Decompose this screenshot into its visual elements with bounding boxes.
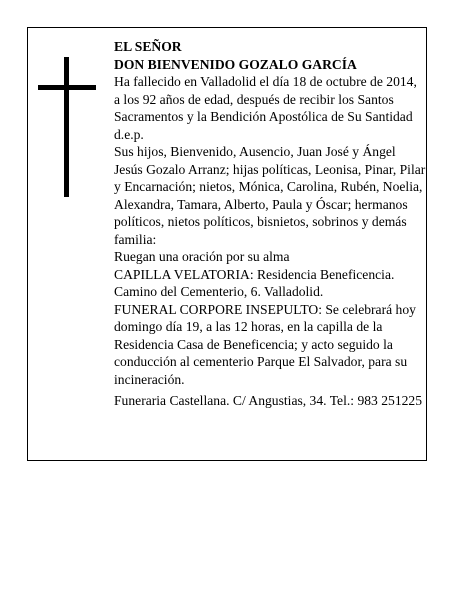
chapel-info: CAPILLA VELATORIA: Residencia Beneficencia. Camino del Cementerio, 6. Valladolid. [114,266,395,299]
prayer-request: Ruegan una oración por su alma [114,249,290,264]
funeral-home-info: Funeraria Castellana. C/ Angustias, 34. Tel.: 983 251225 [114,393,423,408]
title-line-1: EL SEÑOR [114,39,182,54]
funeral-info: FUNERAL CORPORE INSEPULTO: Se celebrará hoy domingo día 19, a las 12 horas, en la capilla de la Residencia Casa de Beneficencia; y acto seguido la conducción al cementerio Parque El Salvador, para su incineración. [114,301,416,387]
death-info: Ha fallecido en Valladolid el día 18 de octubre de 2014, a los 92 años de edad, después de recibir los Santos Sacramentos y la Bendición Apostólica de Su Santidad d.e.p. [114,74,417,142]
obituary-text [114,38,426,410]
cross-vertical-bar [64,57,69,197]
deceased-name: DON BIENVENIDO GOZALO GARCÍA [114,56,357,72]
family-list: Sus hijos, Bienvenido, Ausencio, Juan José y Ángel Jesús Gozalo Arranz; hijas políticas, Leonisa, Pinar, Pilar y Encarnación; nietos, Mónica, Carolina, Rubén, Noelia, Alexandra, Tamara, Alberto, Paula y Óscar; hermanos políticos, nietos políticos, bisnietos, sobrinos y demás familia: [114,144,426,247]
cross-horizontal-bar [38,85,96,90]
